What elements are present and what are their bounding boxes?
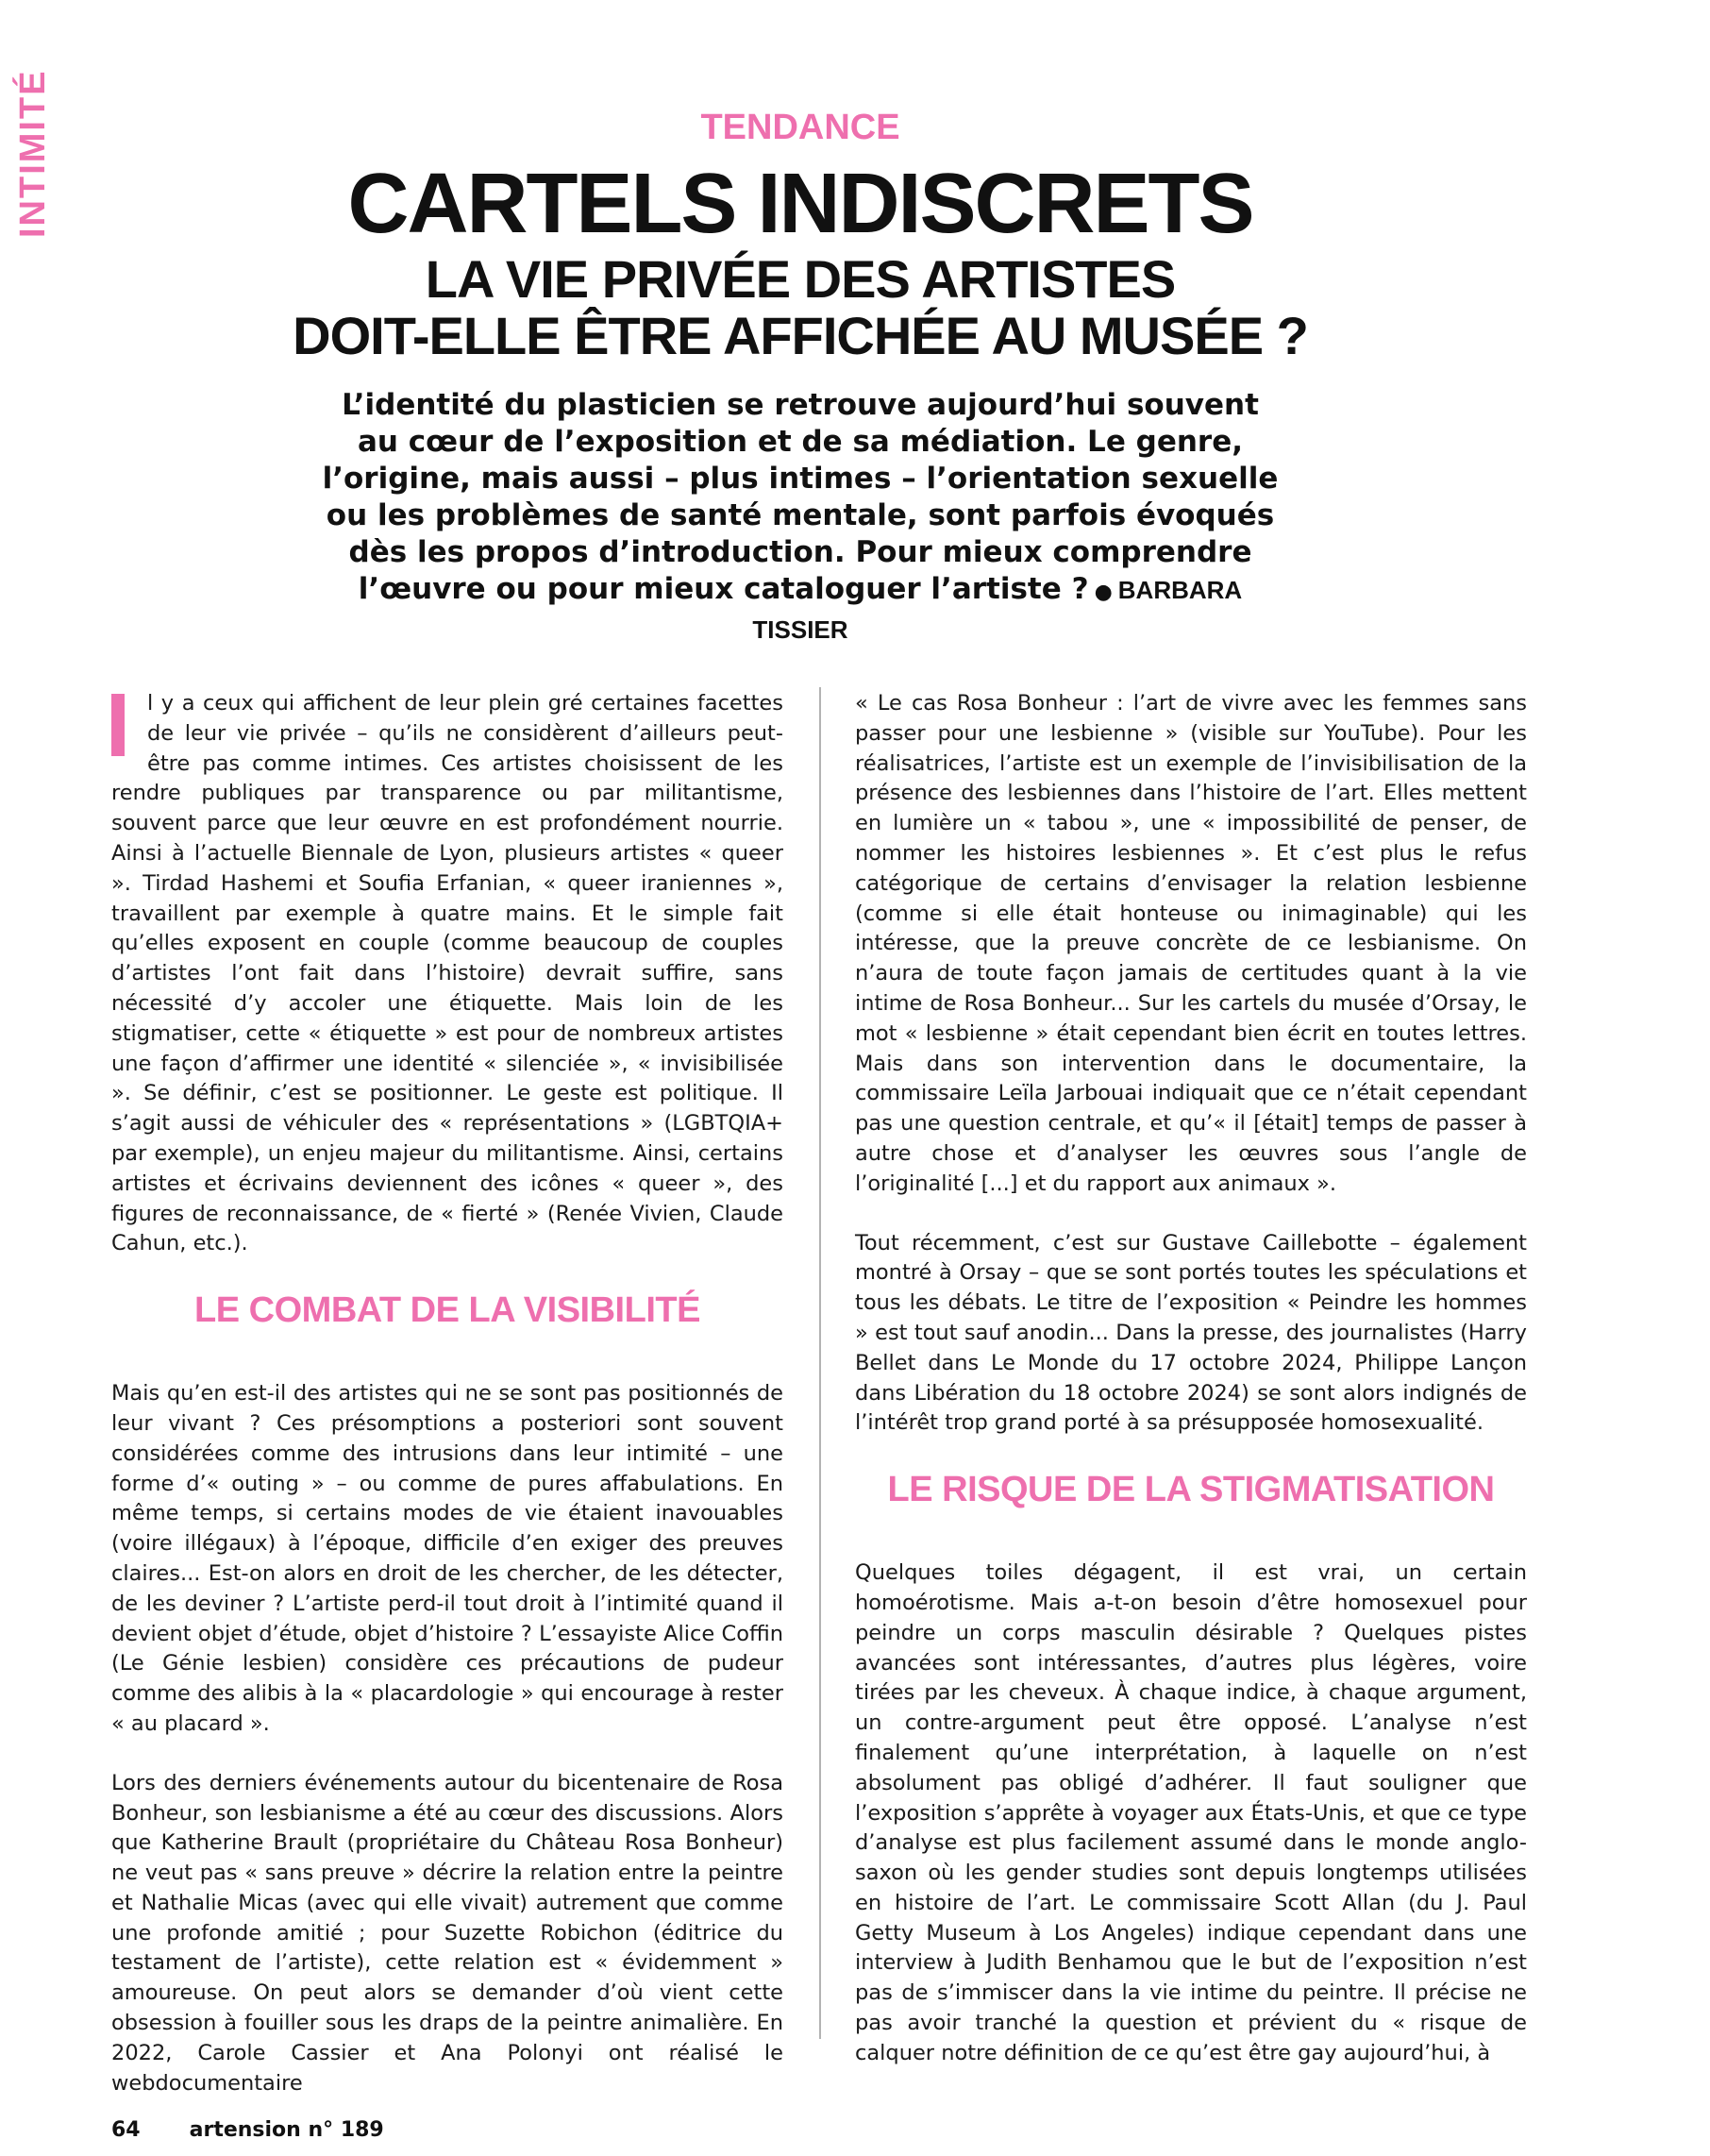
- intro-text: L’identité du plasticien se retrouve aujourd’hui souvent au cœur de l’exposition et de sa médiation. Le genre, l’origine, mais aussi – plus intimes – l’orientation sexuelle ou les problèmes de santé mentale, sont parfois évoqués dès les propos d’introduction. Pour mieux comprendre l’œuvre ou pour mieux cataloguer l’artiste ?: [322, 388, 1279, 606]
- kicker-label: TENDANCE: [700, 108, 900, 147]
- section-heading: LE COMBAT DE LA VISIBILITÉ: [194, 1290, 700, 1331]
- magazine-issue: artension n° 189: [189, 2118, 384, 2142]
- page-footer: [111, 2118, 384, 2142]
- subtitle-line: DOIT-ELLE ÊTRE AFFICHÉE AU MUSÉE ?: [293, 306, 1308, 365]
- page-number: 64: [111, 2118, 141, 2142]
- article-subtitle: [0, 251, 1601, 364]
- subtitle-line: LA VIE PRIVÉE DES ARTISTES: [425, 249, 1176, 309]
- paragraph: [111, 689, 783, 1259]
- paragraph: Lors des derniers événements autour du bicentenaire de Rosa Bonheur, son lesbianisme a été au cœur des discussions. Alors que Katherine Brault (propriétaire du Château Rosa Bonheur) ne veut pas « sans preuve » décrire la relation entre la peintre et Nathalie Micas (avec qui elle vivait) autrement que comme une profonde amitié ; pour Suzette Robichon (éditrice du testament de l’artiste), cette relation est « évidemment » amoureuse. On peut alors se demander d’où vient cette obsession à fouiller sous les draps de la peintre animalière. En 2022, Carole Cassier et Ana Polonyi ont réalisé le webdocumentaire: [111, 1770, 783, 2096]
- section-rubric: INTIMITÉ: [13, 69, 53, 238]
- paragraph: Mais qu’en est-il des artistes qui ne se sont pas positionnés de leur vivant ? Ces présomptions a posteriori sont souvent considérées comme des intrusions dans leur intimité – une forme d’« outing » – ou comme de pures affabulations. En même temps, si certains modes de vie étaient inavouables (voire illégaux) à l’époque, difficile d’en exiger des preuves claires... Est-on alors en droit de les chercher, de les détecter, de les deviner ? L’artiste perd-il tout droit à l’intimité quand il devient objet d’étude, objet d’histoire ? L’essayiste Alice Coffin (Le Génie lesbien) considère ces précautions de pudeur comme des alibis à la « placardologie » qui encourage à rester « au placard ».: [111, 1381, 783, 1736]
- bullet-icon: ●: [1094, 581, 1113, 604]
- left-column: [111, 689, 783, 2128]
- paragraph-text: l y a ceux qui affichent de leur plein gré certaines facettes de leur vie privée – qu’ils ne considèrent d’ailleurs peut-être pas comme intimes. Ces artistes choisissent de les rendre publiques par transparence ou par militantisme, souvent parce que leur œuvre en est profondément nourrie. Ainsi à l’actuelle Biennale de Lyon, plusieurs artistes « queer ». Tirdad Hashemi et Soufia Erfanian, « queer iraniennes », travaillent par exemple à quatre mains. Et le simple fait qu’elles exposent en couple (comme beaucoup de couples d’artistes l’ont fait dans l’histoire) devrait suffire, sans nécessité d’y accoler une étiquette. Mais loin de les stigmatiser, cette « étiquette » est pour de nombreux artistes une façon d’affirmer une identité « silenciée », « invisibilisée ». Se définir, c’est se positionner. Le geste est politique. Il s’agit aussi de véhiculer des « représentations » (LGBTQIA+ par exemple), un enjeu majeur du militantisme. Ainsi, certains artistes et écrivains deviennent des icônes « queer », des figures de reconnaissance, de « fierté » (Renée Vivien, Claude Cahun, etc.).: [111, 691, 783, 1256]
- column-divider: [819, 687, 821, 2039]
- section-heading: LE RISQUE DE LA STIGMATISATION: [887, 1470, 1495, 1510]
- article-title: CARTELS INDISCRETS: [347, 157, 1253, 251]
- paragraph: Tout récemment, c’est sur Gustave Caillebotte – également montré à Orsay – que se sont portés toutes les spéculations et tous les débats. Le titre de l’exposition « Peindre les hommes » est tout sauf anodin... Dans la presse, des journalistes (Harry Bellet dans Le Monde du 17 octobre 2024, Philippe Lançon dans Libération du 18 octobre 2024) se sont alors indignés de l’intérêt trop grand porté à sa présupposée homosexualité.: [855, 1230, 1527, 1436]
- right-column: [855, 689, 1527, 2098]
- author-byline: BARBARA TISSIER: [752, 576, 1243, 644]
- article-intro: [321, 387, 1280, 648]
- paragraph: Quelques toiles dégagent, il est vrai, un certain homoérotisme. Mais a-t-on besoin d’être homosexuel pour peindre un corps masculin désirable ? Quelques pistes avancées sont intéressantes, d’autres plus légères, voire tirées par les cheveux. À chaque indice, à chaque argument, un contre-argument peut être opposé. L’analyse n’est finalement qu’une interprétation, à laquelle on n’est absolument pas obligé d’adhérer. Il faut souligner que l’exposition s’apprête à voyager aux États-Unis, et que ce type d’analyse est plus facilement assumé dans le monde anglo-saxon où les gender studies sont depuis longtemps utilisées en histoire de l’art. Le commissaire Scott Allan (du J. Paul Getty Museum à Los Angeles) indique cependant dans une interview à Judith Benhamou que le but de l’exposition n’est pas de s’immiscer dans la vie intime du peintre. Il précise ne pas avoir tranché la question et prévient du « risque de calquer notre définition de ce qu’est être gay aujourd’hui, à: [855, 1560, 1527, 2065]
- drop-cap-marker: [111, 694, 125, 756]
- paragraph: « Le cas Rosa Bonheur : l’art de vivre avec les femmes sans passer pour une lesbienne » (visible sur YouTube). Pour les réalisatrices, l’artiste est un exemple de l’invisibilisation de la présence des lesbiennes dans l’histoire de l’art. Elles mettent en lumière un « tabou », une « impossibilité de penser, de nommer les histoires lesbiennes ». Et c’est plus le refus catégorique de certains d’envisager la relation lesbienne (comme si elle était honteuse ou inimaginable) qui les intéresse, que la preuve concrète de ce lesbianisme. On n’aura de toute façon jamais de certitudes quant à la vie intime de Rosa Bonheur... Sur les cartels du musée d’Orsay, le mot « lesbienne » était cependant bien écrit en toutes lettres. Mais dans son intervention dans le documentaire, la commissaire Leïla Jarbouai indiquait que ce n’était cependant pas une question centrale, et qu’« il [était] temps de passer à autre chose et d’analyser les œuvres sous l’angle de l’originalité [...] et du rapport aux animaux ».: [855, 691, 1527, 1196]
